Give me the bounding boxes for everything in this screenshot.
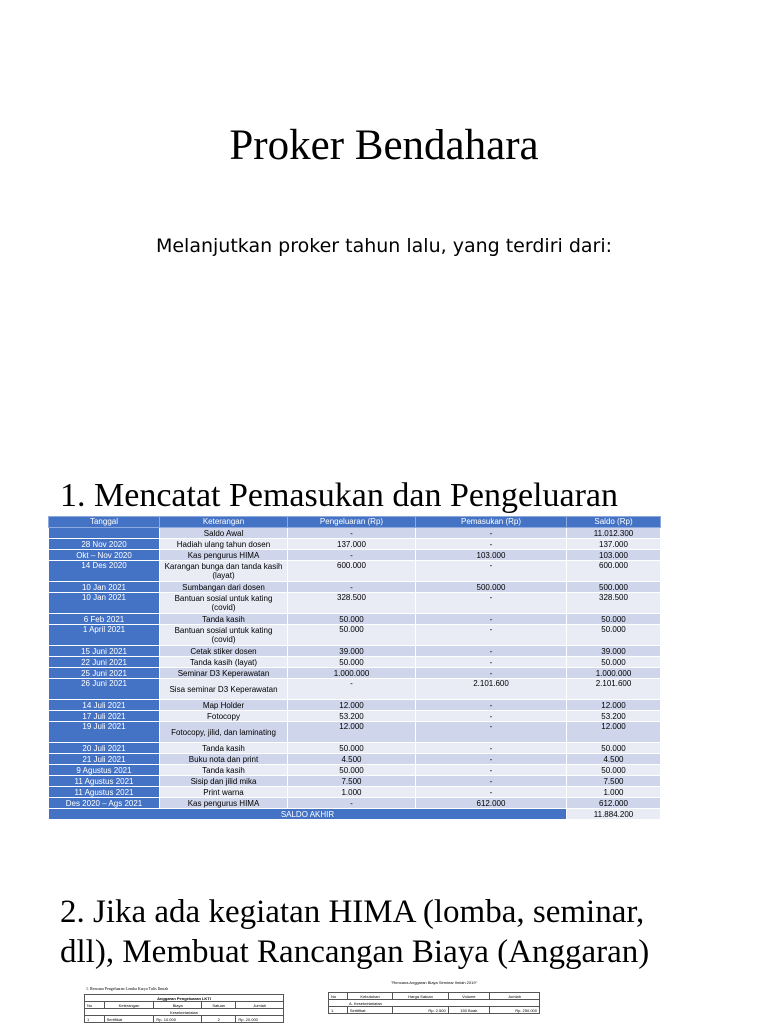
- row-saldo: 11.012.300: [567, 528, 661, 539]
- row-saldo: 600.000: [567, 561, 661, 582]
- table-row: [49, 528, 661, 539]
- row-date: 10 Jan 2021: [49, 593, 160, 614]
- row-saldo: 328.500: [567, 593, 661, 614]
- row-pemasukan: -: [416, 561, 567, 582]
- thumb-header: No: [85, 1002, 105, 1009]
- budget-thumbnail-seminar: [328, 980, 540, 1024]
- thumb-section: A. Kesekretariatan: [329, 1000, 540, 1007]
- section-heading-2: [60, 892, 760, 972]
- page-title: Proker Bendahara: [229, 122, 539, 169]
- row-pengeluaran: -: [288, 528, 416, 539]
- header-pengeluaran: Pengeluaran (Rp): [288, 517, 416, 528]
- row-saldo: 50.000: [567, 614, 661, 625]
- row-pengeluaran: 328.500: [288, 593, 416, 614]
- row-pengeluaran: 4.500: [288, 754, 416, 765]
- header-keterangan: Keterangan: [160, 517, 288, 528]
- row-keterangan: Fotocopy: [160, 711, 288, 722]
- thumb-cell: 1.: [329, 1007, 348, 1014]
- thumbnail-caption: 1. Rencana Pengeluaran Lomba Karya Tulis Ilmiah: [86, 986, 169, 991]
- row-pengeluaran: 50.000: [288, 657, 416, 668]
- row-pemasukan: 2.101.600: [416, 679, 567, 700]
- row-pemasukan: -: [416, 743, 567, 754]
- thumb-cell: 1: [85, 1016, 105, 1023]
- row-pengeluaran: -: [288, 582, 416, 593]
- row-saldo: 500.000: [567, 582, 661, 593]
- section-heading-1: 1. Mencatat Pemasukan dan Pengeluaran: [60, 477, 618, 514]
- row-pemasukan: 612.000: [416, 798, 567, 809]
- row-pemasukan: -: [416, 593, 567, 614]
- header-pemasukan: Pemasukan (Rp): [416, 517, 567, 528]
- header-saldo: Saldo (Rp): [567, 517, 661, 528]
- row-date: [49, 528, 160, 539]
- row-pengeluaran: 1.000: [288, 787, 416, 798]
- row-pengeluaran: -: [288, 798, 416, 809]
- page-subtitle: Melanjutkan proker tahun lalu, yang terdiri dari:: [155, 235, 613, 257]
- row-date: 15 Juni 2021: [49, 646, 160, 657]
- table-row: [49, 711, 661, 722]
- row-date: 11 Agustus 2021: [49, 787, 160, 798]
- row-pengeluaran: 137.000: [288, 539, 416, 550]
- row-date: Des 2020 – Ags 2021: [49, 798, 160, 809]
- table-row: [49, 722, 661, 743]
- row-keterangan: Bantuan sosial untuk kating (covid): [160, 593, 288, 614]
- thumb-header: Biaya: [154, 1002, 202, 1009]
- row-keterangan: Kas pengurus HIMA: [160, 798, 288, 809]
- row-pemasukan: 103.000: [416, 550, 567, 561]
- section-heading-2-line1: 2. Jika ada kegiatan HIMA (lomba, seminar,: [60, 894, 645, 930]
- row-saldo: 50.000: [567, 743, 661, 754]
- row-pemasukan: -: [416, 539, 567, 550]
- row-keterangan: Cetak stiker dosen: [160, 646, 288, 657]
- table-row: [49, 754, 661, 765]
- table-row: [49, 550, 661, 561]
- thumb-cell: Sertifikat: [104, 1016, 154, 1023]
- row-keterangan: Sisip dan jilid mika: [160, 776, 288, 787]
- row-date: 6 Feb 2021: [49, 614, 160, 625]
- thumb-cell: 2: [202, 1016, 236, 1023]
- row-keterangan: Sisa seminar D3 Keperawatan: [160, 679, 288, 700]
- row-pemasukan: -: [416, 787, 567, 798]
- row-date: 26 Juni 2021: [49, 679, 160, 700]
- row-saldo: 137.000: [567, 539, 661, 550]
- row-pemasukan: -: [416, 754, 567, 765]
- thumb-header: Jumlah: [236, 1002, 284, 1009]
- row-pengeluaran: 12.000: [288, 700, 416, 711]
- row-date: 1 April 2021: [49, 625, 160, 646]
- row-keterangan: Karangan bunga dan tanda kasih (layat): [160, 561, 288, 582]
- row-pengeluaran: 12.000: [288, 722, 416, 743]
- row-pengeluaran: 50.000: [288, 614, 416, 625]
- row-pemasukan: -: [416, 765, 567, 776]
- row-pemasukan: -: [416, 700, 567, 711]
- row-saldo: 4.500: [567, 754, 661, 765]
- table-row: [49, 539, 661, 550]
- row-date: 20 Juli 2021: [49, 743, 160, 754]
- row-keterangan: Saldo Awal: [160, 528, 288, 539]
- row-pemasukan: -: [416, 668, 567, 679]
- table-row: [49, 561, 661, 582]
- thumbnail-table-title: Anggaran Pengeluaran LKTI: [85, 995, 284, 1002]
- row-keterangan: Print warna: [160, 787, 288, 798]
- row-keterangan: Tanda kasih: [160, 743, 288, 754]
- ledger-header-row: [49, 517, 661, 528]
- row-date: 10 Jan 2021: [49, 582, 160, 593]
- row-pemasukan: -: [416, 776, 567, 787]
- table-row: [49, 593, 661, 614]
- ledger-table: [48, 516, 661, 820]
- row-saldo: 2.101.600: [567, 679, 661, 700]
- ledger-body: [49, 528, 661, 820]
- row-pengeluaran: 50.000: [288, 625, 416, 646]
- table-row: [49, 679, 661, 700]
- row-pemasukan: -: [416, 657, 567, 668]
- row-date: 25 Juni 2021: [49, 668, 160, 679]
- row-pemasukan: -: [416, 614, 567, 625]
- row-keterangan: Sumbangan dari dosen: [160, 582, 288, 593]
- row-pemasukan: -: [416, 646, 567, 657]
- row-keterangan: Map Holder: [160, 700, 288, 711]
- table-row: [49, 646, 661, 657]
- table-row: [49, 776, 661, 787]
- row-date: 21 Juli 2021: [49, 754, 160, 765]
- thumb-cell: Rp. 10.000: [154, 1016, 202, 1023]
- row-date: 9 Agustus 2021: [49, 765, 160, 776]
- row-pemasukan: -: [416, 722, 567, 743]
- row-keterangan: Tanda kasih: [160, 614, 288, 625]
- header-tanggal: Tanggal: [49, 517, 160, 528]
- budget-thumbnail-lkti: [84, 986, 284, 1024]
- row-date: 22 Juni 2021: [49, 657, 160, 668]
- thumb-cell: Rp. 250.000: [489, 1007, 539, 1014]
- thumbnail-table: [328, 992, 540, 1014]
- row-keterangan: Bantuan sosial untuk kating (covid): [160, 625, 288, 646]
- row-keterangan: Hadiah ulang tahun dosen: [160, 539, 288, 550]
- row-saldo: 1.000.000: [567, 668, 661, 679]
- thumbnail-caption: "Rencana Anggaran Biaya Seminar Ilmiah 2019": [390, 980, 477, 985]
- row-keterangan: Tanda kasih: [160, 765, 288, 776]
- row-date: Okt – Nov 2020: [49, 550, 160, 561]
- total-label: SALDO AKHIR: [49, 809, 567, 820]
- row-pengeluaran: -: [288, 679, 416, 700]
- row-pemasukan: 500.000: [416, 582, 567, 593]
- row-saldo: 39.000: [567, 646, 661, 657]
- thumb-header: Volume: [448, 993, 489, 1000]
- thumb-header: Harga Satuan: [393, 993, 448, 1000]
- thumb-header: Satuan: [202, 1002, 236, 1009]
- thumb-cell: 150 Buah: [448, 1007, 489, 1014]
- row-pemasukan: -: [416, 711, 567, 722]
- row-pengeluaran: 50.000: [288, 765, 416, 776]
- row-keterangan: Tanda kasih (layat): [160, 657, 288, 668]
- row-pengeluaran: 50.000: [288, 743, 416, 754]
- row-saldo: 50.000: [567, 765, 661, 776]
- row-saldo: 53.200: [567, 711, 661, 722]
- row-saldo: 12.000: [567, 700, 661, 711]
- row-pengeluaran: 53.200: [288, 711, 416, 722]
- row-keterangan: Buku nota dan print: [160, 754, 288, 765]
- table-row: [49, 743, 661, 754]
- table-row: [49, 657, 661, 668]
- row-saldo: 7.500: [567, 776, 661, 787]
- row-date: 19 Juli 2021: [49, 722, 160, 743]
- row-date: 14 Des 2020: [49, 561, 160, 582]
- row-date: 11 Agustus 2021: [49, 776, 160, 787]
- thumb-cell: Sertifikat: [347, 1007, 392, 1014]
- thumb-cell: Rp. 2.500: [393, 1007, 448, 1014]
- table-row: [49, 625, 661, 646]
- row-pengeluaran: 600.000: [288, 561, 416, 582]
- table-row: [49, 787, 661, 798]
- total-value: 11.884.200: [567, 809, 661, 820]
- row-keterangan: Seminar D3 Keperawatan: [160, 668, 288, 679]
- row-pengeluaran: 39.000: [288, 646, 416, 657]
- row-date: 17 Juli 2021: [49, 711, 160, 722]
- row-keterangan: Fotocopy, jilid, dan laminating: [160, 722, 288, 743]
- total-row: [49, 809, 661, 820]
- row-saldo: 1.000: [567, 787, 661, 798]
- thumb-header: Kebutuhan: [347, 993, 392, 1000]
- row-saldo: 50.000: [567, 657, 661, 668]
- thumb-header: Jumlah: [489, 993, 539, 1000]
- table-row: [49, 614, 661, 625]
- row-pemasukan: -: [416, 528, 567, 539]
- row-saldo: 50.000: [567, 625, 661, 646]
- table-row: [49, 700, 661, 711]
- thumbnail-table: [84, 994, 284, 1023]
- table-row: [49, 582, 661, 593]
- row-saldo: 103.000: [567, 550, 661, 561]
- table-row: [49, 798, 661, 809]
- thumb-section: Kesekretariatan: [85, 1009, 284, 1016]
- thumb-header: No: [329, 993, 348, 1000]
- table-row: [49, 668, 661, 679]
- row-pemasukan: -: [416, 625, 567, 646]
- row-pengeluaran: -: [288, 550, 416, 561]
- row-saldo: 12.000: [567, 722, 661, 743]
- row-keterangan: Kas pengurus HIMA: [160, 550, 288, 561]
- table-row: [49, 765, 661, 776]
- row-date: 14 Juli 2021: [49, 700, 160, 711]
- thumb-cell: Rp. 20.000: [236, 1016, 284, 1023]
- section-heading-2-line2: dll), Membuat Rancangan Biaya (Anggaran): [60, 934, 650, 970]
- row-date: 28 Nov 2020: [49, 539, 160, 550]
- thumb-header: Keterangan: [104, 1002, 154, 1009]
- row-pengeluaran: 7.500: [288, 776, 416, 787]
- row-pengeluaran: 1.000.000: [288, 668, 416, 679]
- row-saldo: 612.000: [567, 798, 661, 809]
